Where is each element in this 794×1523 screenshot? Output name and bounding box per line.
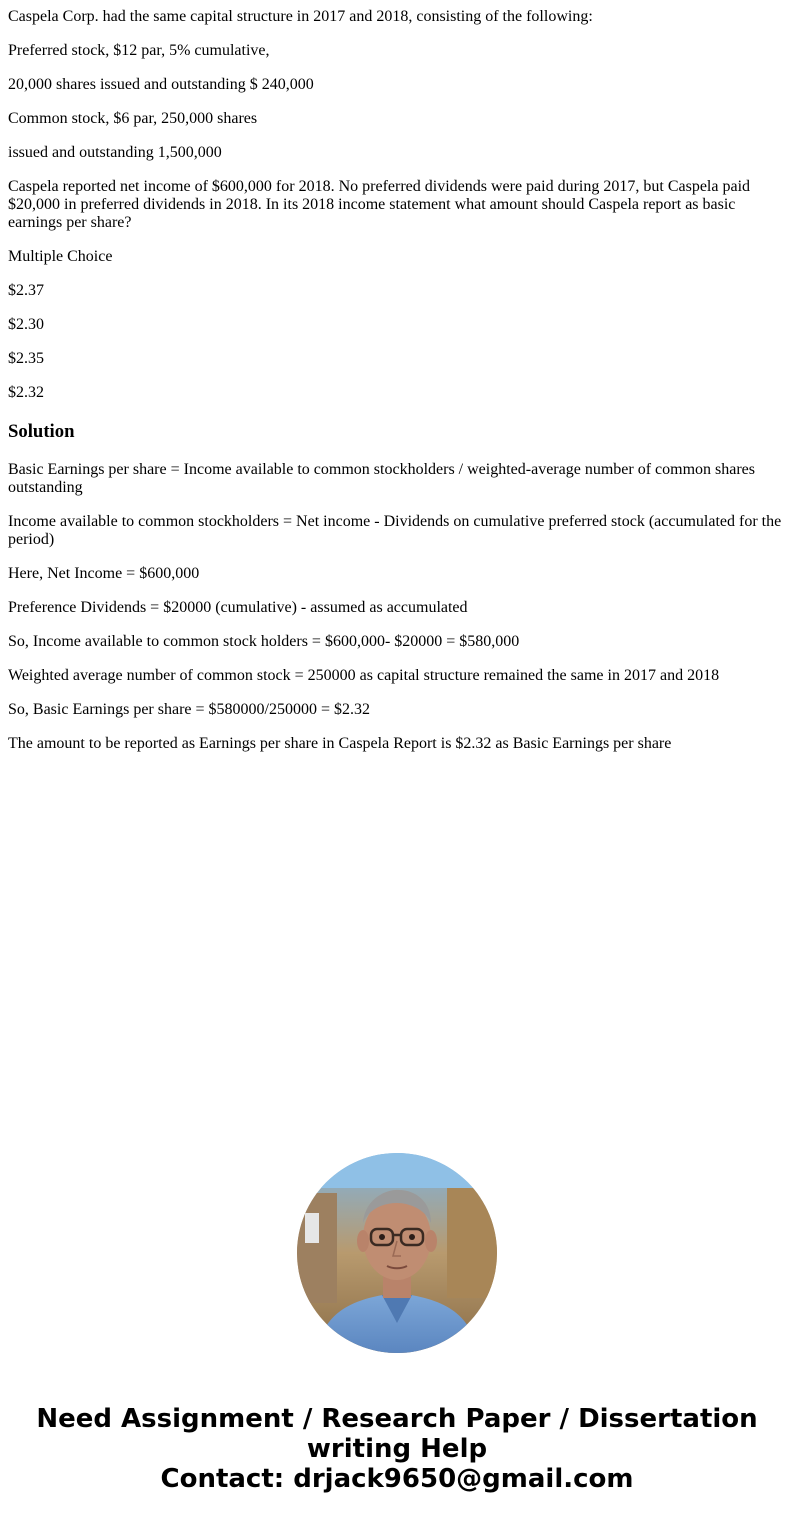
choice-option: $2.35 <box>8 350 44 367</box>
question-intro: Caspela Corp. had the same capital structure in 2017 and 2018, consisting of the following: <box>8 8 593 25</box>
contact-banner <box>0 1404 794 1494</box>
solution-line: Here, Net Income = $600,000 <box>8 565 200 582</box>
preferred-shares-line: 20,000 shares issued and outstanding $ 240,000 <box>8 76 314 93</box>
banner-line: Need Assignment / Research Paper / Dissertation <box>36 1404 758 1434</box>
choice-option: $2.30 <box>8 316 44 333</box>
solution-heading: Solution <box>8 421 75 442</box>
preferred-stock-line: Preferred stock, $12 par, 5% cumulative, <box>8 42 270 59</box>
solution-line: Income available to common stockholders = Net income - Dividends on cumulative preferred stock (accumulated for the period) <box>8 513 782 548</box>
author-avatar <box>297 1153 497 1353</box>
banner-line: writing Help <box>306 1434 488 1464</box>
common-shares-line: issued and outstanding 1,500,000 <box>8 144 222 161</box>
multiple-choice-label: Multiple Choice <box>8 248 113 265</box>
common-stock-line: Common stock, $6 par, 250,000 shares <box>8 110 258 127</box>
question-prompt: Caspela reported net income of $600,000 for 2018. No preferred dividends were paid during 2017, but Caspela paid $20,000 in preferred dividends in 2018. In its 2018 income statement what amount should Caspela report as basic earnings per share? <box>8 178 751 231</box>
solution-line: Weighted average number of common stock = 250000 as capital structure remained the same in 2017 and 2018 <box>8 667 720 684</box>
choice-option: $2.37 <box>8 282 44 299</box>
contact-email: Contact: drjack9650@gmail.com <box>160 1464 634 1494</box>
author-portrait-image <box>297 1153 497 1353</box>
choice-option: $2.32 <box>8 384 44 401</box>
solution-line: So, Income available to common stock holders = $600,000- $20000 = $580,000 <box>8 633 520 650</box>
solution-line: The amount to be reported as Earnings per share in Caspela Report is $2.32 as Basic Earnings per share <box>8 735 672 752</box>
solution-line: Preference Dividends = $20000 (cumulative) - assumed as accumulated <box>8 599 468 616</box>
solution-line: So, Basic Earnings per share = $580000/250000 = $2.32 <box>8 701 370 718</box>
solution-line: Basic Earnings per share = Income available to common stockholders / weighted-average number of common shares outstanding <box>8 461 755 496</box>
